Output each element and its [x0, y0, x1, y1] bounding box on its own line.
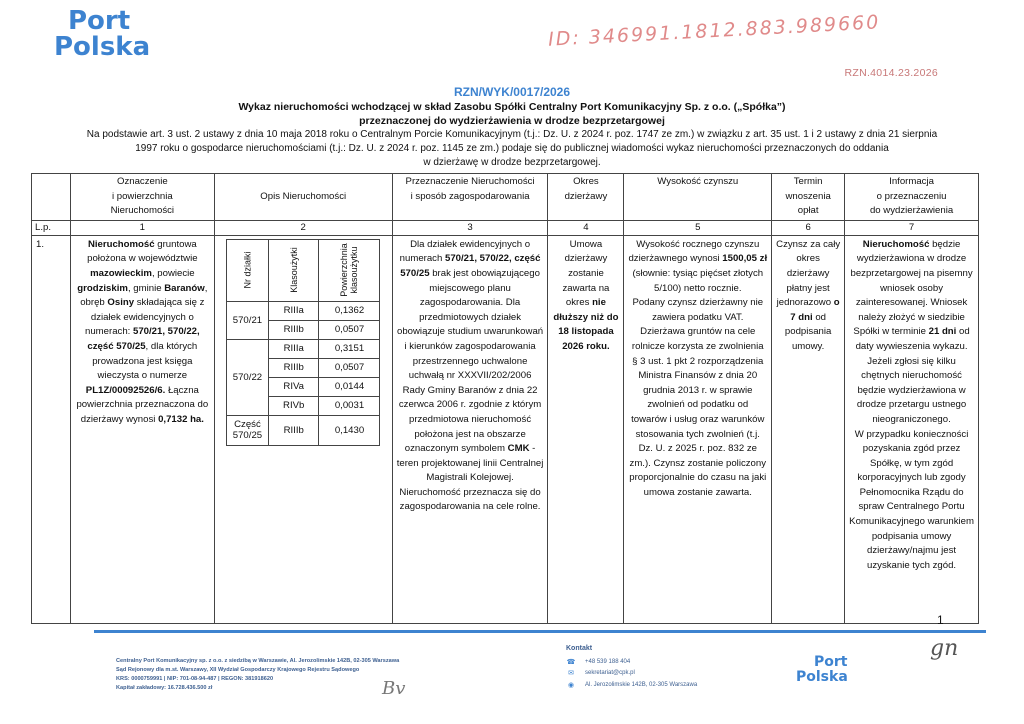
plot-class: RIIIb	[268, 415, 319, 445]
contact-email[interactable]	[566, 668, 697, 680]
phone-icon: ☎	[566, 658, 576, 666]
reference-number: RZN/WYK/0017/2026	[453, 85, 571, 99]
port-polska-logo-footer	[796, 655, 848, 684]
property-designation: Nieruchomość gruntowa położona w województwie mazowieckim, powiecie grodziskim, gminie Baranów, obręb Osiny składająca się z działek ewidencyjnych o numerach: 570/21, 570/22, część 570/25, dla których prowadzona jest księga wieczysta o numerze PL1Z/00092526/6. Łączna powierzchnia przeznaczona do dzierżawy wynosi 0,7132 ha.	[70, 235, 214, 623]
logo-line-1: Port	[68, 6, 131, 36]
header-row	[32, 174, 979, 221]
plots-header-plot: Nr działki	[226, 239, 268, 301]
column-number: 2	[214, 220, 392, 235]
row-lp: 1.	[32, 235, 71, 623]
document-header	[40, 84, 984, 170]
column-number: 6	[772, 220, 845, 235]
header-lp	[32, 174, 71, 221]
plot-row	[226, 301, 380, 320]
plot-number: 570/22	[226, 339, 268, 415]
port-polska-logo	[54, 8, 150, 60]
plot-class: RIVb	[268, 396, 319, 415]
lease-period: Umowa dzierżawy zostanie zawarta na okres nie dłuższy niż do 18 listopada 2026 roku.	[548, 235, 624, 623]
company-line: Centralny Port Komunikacyjny sp. z o.o. z siedzibą w Warszawie, Al. Jerozolimskie 142B, 02-305 Warszawa	[116, 658, 400, 664]
plot-class: RIVa	[268, 377, 319, 396]
title-line-1: Wykaz nieruchomości wchodzącej w skład Zasobu Spółki Centralny Port Komunikacyjny Sp. z o.o. („Spółka”)	[238, 101, 786, 113]
logo-line-2: Polska	[54, 32, 151, 62]
email-icon: ✉	[568, 670, 574, 678]
rent-amount: Wysokość rocznego czynszu dzierżawnego wynosi 1500,05 zł (słownie: tysiąc pięćset złotych 5/100) netto rocznie. Podany czynsz dzierżawny nie zawiera podatku VAT. Dzierżawa gruntów na cele rolnicze korzysta ze zwolnienia § 3 ust. 1 pkt 2 rozporządzenia Ministra Finansów z dnia 20 grudnia 2013 r. w sprawie zwolnień od podatku od towarów i usług oraz warunków stosowania tych zwolnień (t.j. Dz. U. z 2025 r. poz. 832 ze zm.). Czynsz zostanie policzony proporcjonalnie do czasu na jaki umowa zostanie zawarta.	[624, 235, 772, 623]
page-number: 1	[937, 613, 944, 627]
email-address[interactable]: sekretariat@cpk.pl	[585, 670, 635, 677]
plots-header-row	[226, 239, 380, 301]
column-number: 4	[548, 220, 624, 235]
case-reference: RZN.4014.23.2026	[844, 67, 938, 79]
header-designation: Oznaczenie i powierzchnia Nieruchomości	[70, 174, 214, 221]
title-line-2: przeznaczonej do wydzierżawienia w drodze bezprzetargowej	[359, 115, 665, 127]
header-purpose: Przeznaczenie Nieruchomości i sposób zagospodarowania	[392, 174, 548, 221]
property-table	[31, 173, 979, 624]
plot-class: RIIIa	[268, 301, 319, 320]
plot-class: RIIIa	[268, 339, 319, 358]
plot-area: 0,0144	[319, 377, 380, 396]
plot-row	[226, 339, 380, 358]
contact-address	[566, 679, 697, 691]
location-pin-icon: ◉	[567, 681, 575, 689]
column-number-row	[32, 220, 979, 235]
header-description: Opis Nieruchomości	[214, 174, 392, 221]
header-information: Informacja o przeznaczeniu do wydzierżawienia	[845, 174, 979, 221]
company-details	[116, 657, 496, 693]
plot-number: 570/21	[226, 301, 268, 339]
plot-area: 0,0507	[319, 358, 380, 377]
plots-header-class: Klasoużytki	[268, 239, 319, 301]
company-line: Sąd Rejonowy dla m.st. Warszawy, XII Wydział Gospodarczy Krajowego Rejestru Sądowego	[116, 667, 360, 673]
column-number: 3	[392, 220, 548, 235]
plot-area: 0,0507	[319, 320, 380, 339]
plot-row	[226, 415, 380, 445]
property-purpose: Dla działek ewidencyjnych o numerach 570/21, 570/22, część 570/25 brak jest obowiązującego miejscowego planu zagospodarowania. Dla przedmiotowych działek obowiązuje studium uwarunkowań i kierunków zagospodarowania przestrzennego uchwalone uchwałą nr XXXVII/202/2006 Rady Gminy Baranów z dnia 22 czerwca 2006 r. zgodnie z którym przedmiotowa nieruchomość położona jest na obszarze oznaczonym symbolem CMK - teren projektowanej linii Centralnej Magistrali Kolejowej. Nieruchomość przeznacza się do zagospodarowania na cele rolne.	[392, 235, 548, 623]
property-description	[214, 235, 392, 623]
contact-phone	[566, 656, 697, 668]
plot-class: RIIIb	[268, 320, 319, 339]
plot-area: 0,0031	[319, 396, 380, 415]
intro-line-2: 1997 roku o gospodarce nieruchomościami (t.j.: Dz. U. z 2024 r. poz. 1145 ze zm.) podaje się do publicznej wiadomości wykaz nieruchomości przeznaczonych do oddania	[135, 143, 889, 154]
plot-area: 0,1362	[319, 301, 380, 320]
column-number: 5	[624, 220, 772, 235]
handwritten-id: ID: 346991.1812.883.989660	[547, 11, 881, 51]
phone-number: +48 539 188 404	[585, 658, 631, 665]
column-number: 7	[845, 220, 979, 235]
company-line: Kapitał zakładowy: 16.728.436.500 zł	[116, 685, 213, 691]
table-row	[32, 235, 979, 623]
intro-line-3: w dzierżawę w drodze bezprzetargowej.	[423, 157, 601, 168]
plot-area: 0,1430	[319, 415, 380, 445]
contact-title: Kontakt	[566, 645, 593, 652]
company-line: KRS: 0000759991 | NIP: 701-08-94-487 | REGON: 381918620	[116, 676, 274, 682]
plot-number: Część 570/25	[226, 415, 268, 445]
plot-class: RIIIb	[268, 358, 319, 377]
contact-block	[566, 645, 697, 691]
column-number-lp: L.p.	[32, 220, 71, 235]
column-number: 1	[70, 220, 214, 235]
payment-term: Czynsz za cały okres dzierżawy płatny jest jednorazowo o 7 dni od podpisania umowy.	[772, 235, 845, 623]
header-payment-term: Termin wnoszenia opłat	[772, 174, 845, 221]
lease-information: Nieruchomość będzie wydzierżawiona w drodze bezprzetargowej na pisemny wniosek osoby zainteresowanej. Wniosek należy złożyć w siedzibie Spółki w terminie 21 dni od daty wywieszenia wykazu. Jeżeli zgłosi się kilku chętnych nieruchomość będzie wydzierżawiona w drodze przetargu ustnego nieograniczonego. W przypadku konieczności pozyskania zgód przez Spółkę, w tym zgód korporacyjnych lub zgody Pełnomocnika Rządu do spraw Centralnego Portu Komunikacyjnego warunkiem podpisania umowy dzierżawy/najmu jest uzyskanie tych zgód.	[845, 235, 979, 623]
plot-area: 0,3151	[319, 339, 380, 358]
header-rent: Wysokość czynszu	[624, 174, 772, 221]
logo-line-1: Port	[814, 654, 848, 670]
plots-header-area: Powierzchnia klasoużytku	[319, 239, 380, 301]
handwritten-initials: gn	[930, 636, 959, 661]
header-period: Okres dzierżawy	[548, 174, 624, 221]
footer-divider	[94, 630, 986, 633]
plots-table	[226, 239, 381, 446]
intro-line-1: Na podstawie art. 3 ust. 2 ustawy z dnia 10 maja 2018 roku o Centralnym Porcie Komunikacyjnym (t.j.: Dz. U. z 2024 r. poz. 1747 ze zm.) w związku z art. 35 ust. 1 i 2 ustawy z dnia 21 sierpnia	[86, 129, 938, 140]
logo-line-2: Polska	[796, 668, 848, 685]
handwritten-signature: Bv	[382, 678, 406, 699]
postal-address: Al. Jerozolimskie 142B, 02-305 Warszawa	[585, 681, 698, 688]
